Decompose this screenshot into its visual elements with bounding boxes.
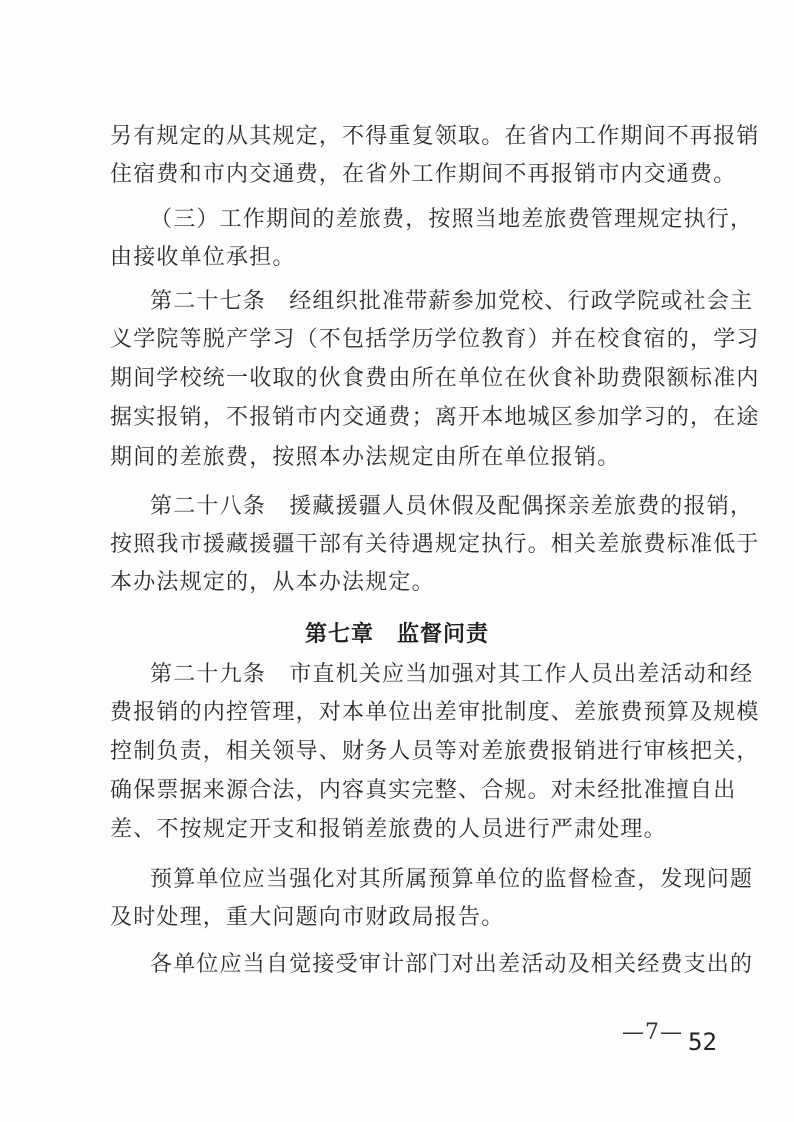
text-line: 预算单位应当强化对其所属预算单位的监督检查，发现问题 bbox=[150, 867, 754, 892]
text-line: 第二十七条 经组织批准带薪参加党校、行政学院或社会主 bbox=[150, 289, 754, 314]
text-line: 确保票据来源合法，内容真实完整、合规。对未经批准擅自出 bbox=[110, 778, 737, 803]
text-line: 第二十九条 市直机关应当加强对其工作人员出差活动和经 bbox=[150, 662, 754, 687]
text-line: 由接收单位承担。 bbox=[110, 245, 296, 270]
text-line: 按照我市援藏援疆干部有关待遇规定执行。相关差旅费标准低于 bbox=[110, 532, 760, 557]
page-number: —7— bbox=[622, 1020, 683, 1045]
text-line: 各单位应当自觉接受审计部门对出差活动及相关经费支出的 bbox=[150, 952, 754, 977]
text-line: 及时处理，重大问题向市财政局报告。 bbox=[110, 905, 505, 930]
text-line: （三）工作期间的差旅费，按照当地差旅费管理规定执行， bbox=[150, 207, 754, 232]
text-line: 控制负责，相关领导、财务人员等对差旅费报销进行审核把关， bbox=[110, 739, 760, 764]
text-line: 第二十八条 援藏援疆人员休假及配偶探亲差旅费的报销， bbox=[150, 494, 754, 519]
text-line: 本办法规定的，从本办法规定。 bbox=[110, 570, 435, 595]
text-line: 另有规定的从其规定，不得重复领取。在省内工作期间不再报销 bbox=[110, 124, 760, 149]
text-line: 住宿费和市内交通费，在省外工作期间不再报销市内交通费。 bbox=[110, 162, 737, 187]
stamp-number: 52 bbox=[688, 1028, 717, 1056]
text-line: 据实报销，不报销市内交通费；离开本地城区参加学习的，在途 bbox=[110, 405, 760, 430]
text-line: 期间学校统一收取的伙食费由所在单位在伙食补助费限额标准内 bbox=[110, 366, 760, 391]
text-line: 差、不按规定开支和报销差旅费的人员进行严肃处理。 bbox=[110, 817, 667, 842]
chapter-heading: 第七章 监督问责 bbox=[304, 622, 489, 647]
text-line: 期间的差旅费，按照本办法规定由所在单位报销。 bbox=[110, 445, 621, 470]
text-line: 义学院等脱产学习（不包括学历学位教育）并在校食宿的，学习 bbox=[110, 327, 760, 352]
text-line: 费报销的内控管理，对本单位出差审批制度、差旅费预算及规模 bbox=[110, 700, 760, 725]
